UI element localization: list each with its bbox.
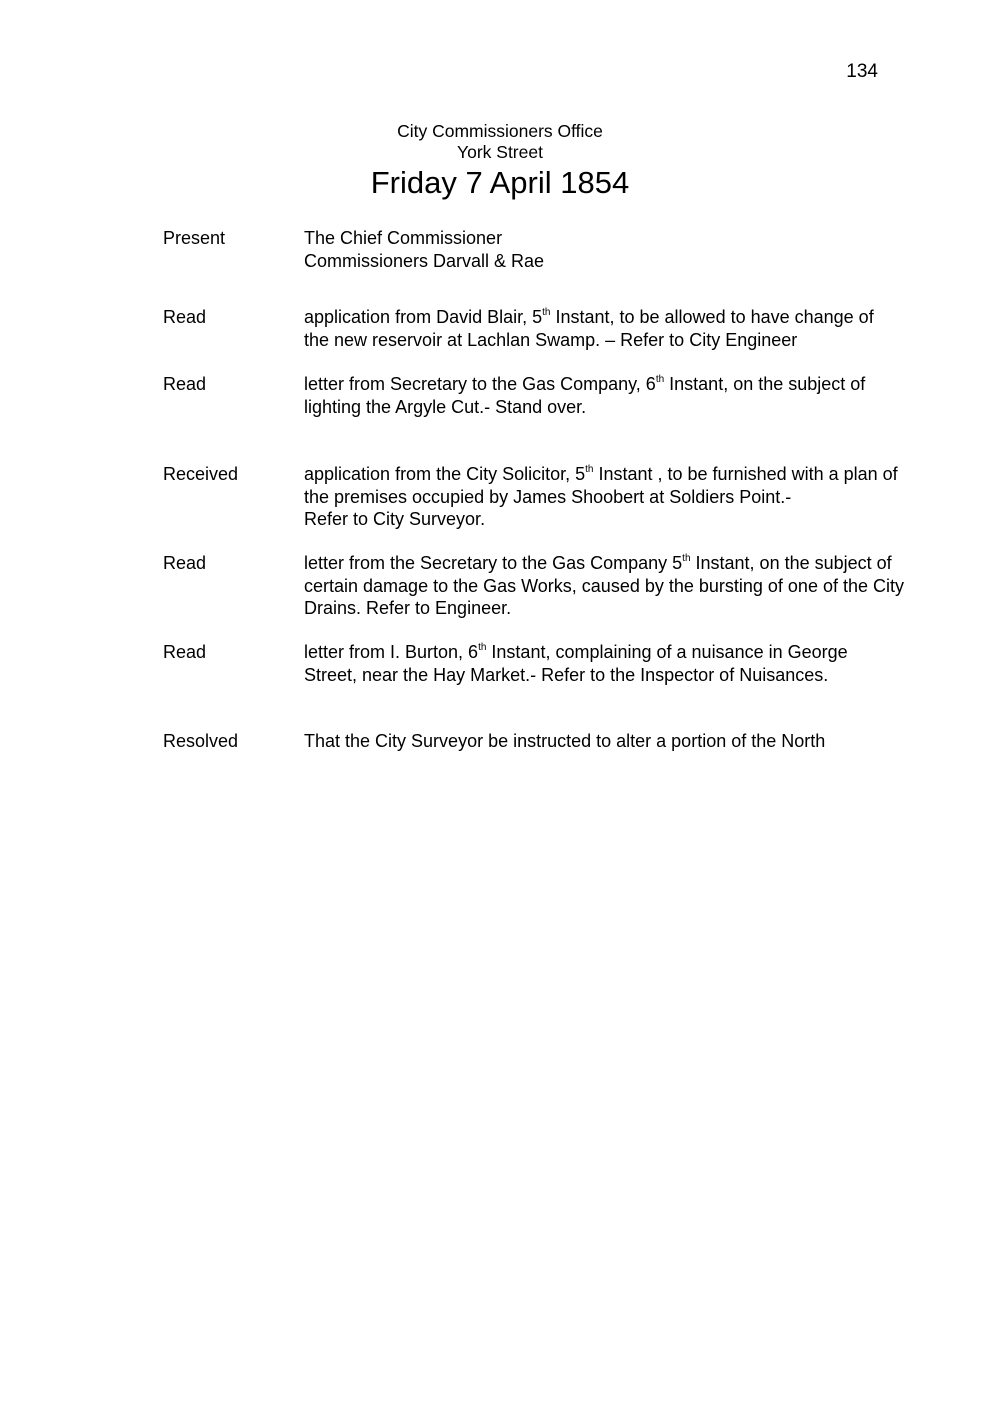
meeting-date: Friday 7 April 1854 xyxy=(370,165,630,200)
entry-body xyxy=(304,463,944,531)
entry-body xyxy=(304,552,944,620)
minutes-header xyxy=(0,121,1000,202)
entry-line: application from David Blair, 5th Instant, to be allowed to have change of xyxy=(304,307,874,327)
office-street: York Street xyxy=(457,142,543,162)
entry-line: application from the City Solicitor, 5th Instant , to be furnished with a plan of xyxy=(304,464,898,484)
entry-line: the new reservoir at Lachlan Swamp. – Refer to City Engineer xyxy=(304,329,798,350)
entry-body xyxy=(304,306,944,351)
entry-line: That the City Surveyor be instructed to alter a portion of the North xyxy=(304,731,826,751)
entry-body xyxy=(304,641,944,686)
entry-line: letter from the Secretary to the Gas Company 5th Instant, on the subject of xyxy=(304,553,892,573)
entry-label: Resolved xyxy=(163,731,239,751)
entry-line: Street, near the Hay Market.- Refer to the Inspector of Nuisances. xyxy=(304,664,829,685)
entry-line: Drains. Refer to Engineer. xyxy=(304,598,512,618)
entry-line: Commissioners Darvall & Rae xyxy=(304,250,545,271)
office-name: City Commissioners Office xyxy=(397,121,603,141)
page-number: 134 xyxy=(846,61,878,82)
entry-label: Read xyxy=(163,642,207,662)
entry-line: Refer to City Surveyor. xyxy=(304,509,486,529)
entry-line: lighting the Argyle Cut.- Stand over. xyxy=(304,396,587,417)
entry-body xyxy=(304,730,944,753)
entry-label: Present xyxy=(163,228,226,248)
entry-line: letter from Secretary to the Gas Company, 6th Instant, on the subject of xyxy=(304,374,866,394)
entry-line: the premises occupied by James Shoobert at Soldiers Point.- xyxy=(304,486,792,507)
entry-body xyxy=(304,373,944,418)
entry-label: Read xyxy=(163,553,207,573)
entry-label: Received xyxy=(163,464,239,484)
entry-body xyxy=(304,227,944,272)
entry-label: Read xyxy=(163,374,207,394)
entry-line: certain damage to the Gas Works, caused by the bursting of one of the City xyxy=(304,575,904,596)
entry-line: The Chief Commissioner xyxy=(304,228,503,248)
entry-label: Read xyxy=(163,307,207,327)
entry-line: letter from I. Burton, 6th Instant, complaining of a nuisance in George xyxy=(304,642,848,662)
